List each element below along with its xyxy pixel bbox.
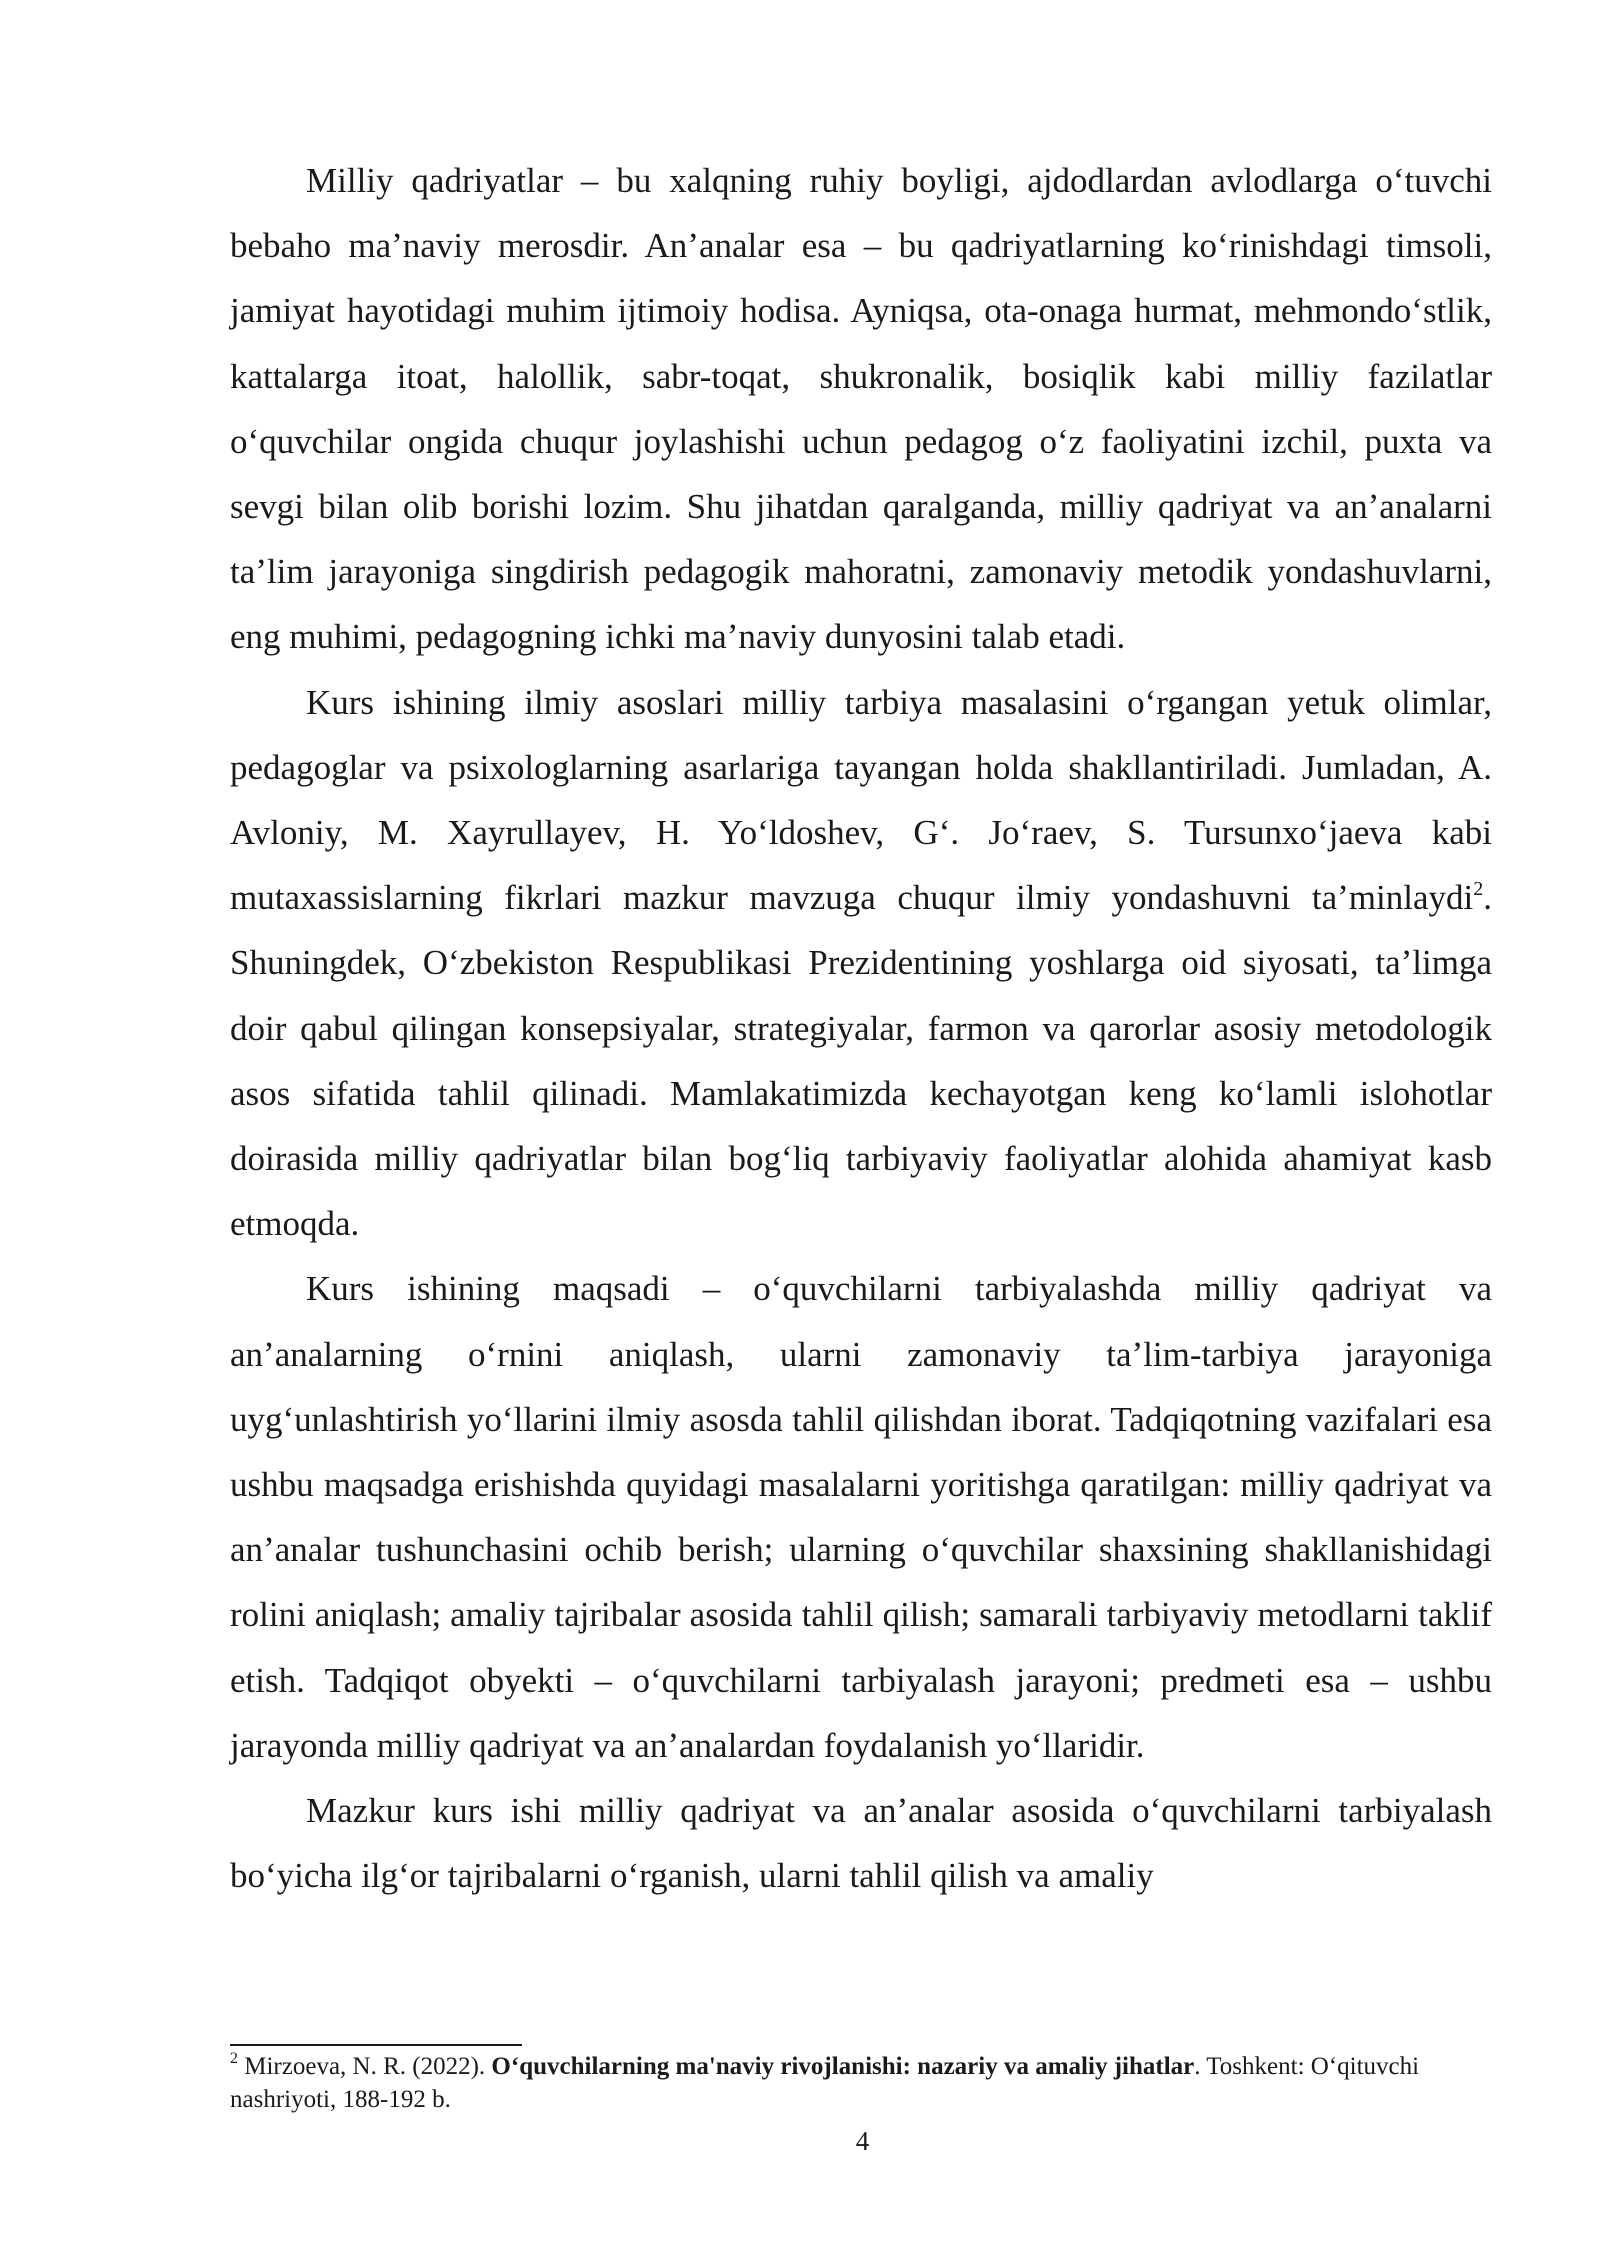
footnote-publisher: . Toshkent: Oʻqituvchi nashriyoti, 188-192 b. (230, 2053, 1420, 2113)
paragraph-text: Kurs ishining maqsadi – oʻquvchilarni tarbiyalashda milliy qadriyat va anʼanalarning oʻrnini aniqlash, ularni zamonaviy taʼlim-tarbiya jarayoniga uygʻunlashtirish yoʻllarini ilmiy asosda tahlil qilishdan iborat. Tadqiqotning vazifalari esa ushbu maqsadga erishishda quyidagi masalalarni yoritishga qaratilgan: milliy qadriyat va anʼanalar tushunchasini ochib berish; ularning oʻquvchilar shaxsining shakllanishidagi rolini aniqlash; amaliy tajribalar asosida tahlil qilish; samarali tarbiyaviy metodlarni taklif etish. Tadqiqot obyekti – oʻquvchilarni tarbiyalash jarayoni; predmeti esa – ushbu jarayonda milliy qadriyat va anʼanalardan foydalanish yoʻllaridir. (230, 1269, 1492, 1765)
body-text (230, 148, 1492, 1908)
paragraph-text: Kurs ishining ilmiy asoslari milliy tarbiya masalasini oʻrgangan yetuk olimlar, pedagoglar va psixologlarning asarlariga tayangan holda shakllantiriladi. Jumladan, A. Avloniy, M. Xayrullayev, H. Yoʻldoshev, Gʻ. Joʻraev, S. Tursunxoʻjaeva kabi mutaxassislarning fikrlari mazkur mavzuga chuqur ilmiy yondashuvni taʼminlaydi (230, 682, 1492, 918)
paragraph-national-values (230, 148, 1492, 670)
paragraph-scientific-basis (230, 670, 1492, 1257)
paragraph-text: Milliy qadriyatlar – bu xalqning ruhiy boyligi, ajdodlardan avlodlarga oʻtuvchi bebaho maʼnaviy merosdir. Anʼanalar esa – bu qadriyatlarning koʻrinishdagi timsoli, jamiyat hayotidagi muhim ijtimoiy hodisa. Ayniqsa, ota-onaga hurmat, mehmondoʻstlik, kattalarga itoat, halollik, sabr-toqat, shukronalik, bosiqlik kabi milliy fazilatlar oʻquvchilar ongida chuqur joylashishi uchun pedagog oʻz faoliyatini izchil, puxta va sevgi bilan olib borishi lozim. Shu jihatdan qaralganda, milliy qadriyat va anʼanalarni taʼlim jarayoniga singdirish pedagogik mahoratni, zamonaviy metodik yondashuvlarni, eng muhimi, pedagogning ichki maʼnaviy dunyosini talab etadi. (230, 161, 1492, 657)
paragraph-course-work (230, 1778, 1492, 1908)
page-number: 4 (855, 2126, 870, 2156)
footnote-author: Mirzoeva, N. R. (2022). (238, 2053, 492, 2080)
paragraph-research-goal (230, 1256, 1492, 1778)
footnote-reference[interactable]: 2 (1473, 877, 1484, 900)
footnote (230, 2050, 1492, 2116)
paragraph-text-continued: . Shuningdek, Oʻzbekiston Respublikasi Prezidentining yoshlarga oid siyosati, taʼlimga doir qabul qilingan konsepsiyalar, strategiyalar, farmon va qarorlar asosiy metodologik asos sifatida tahlil qilinadi. Mamlakatimizda kechayotgan keng koʻlamli islohotlar doirasida milliy qadriyatlar bilan bogʻliq tarbiyaviy faoliyatlar alohida ahamiyat kasb etmoqda. (230, 878, 1492, 1244)
footnote-separator (230, 2044, 522, 2046)
footnote-marker: 2 (230, 2049, 238, 2067)
paragraph-text: Mazkur kurs ishi milliy qadriyat va anʼanalar asosida oʻquvchilarni tarbiyalash boʻyicha ilgʻor tajribalarni oʻrganish, ularni tahlil qilish va amaliy (230, 1791, 1492, 1896)
footnote-title: Oʻquvchilarning ma'naviy rivojlanishi: nazariy va amaliy jihatlar (491, 2053, 1195, 2080)
